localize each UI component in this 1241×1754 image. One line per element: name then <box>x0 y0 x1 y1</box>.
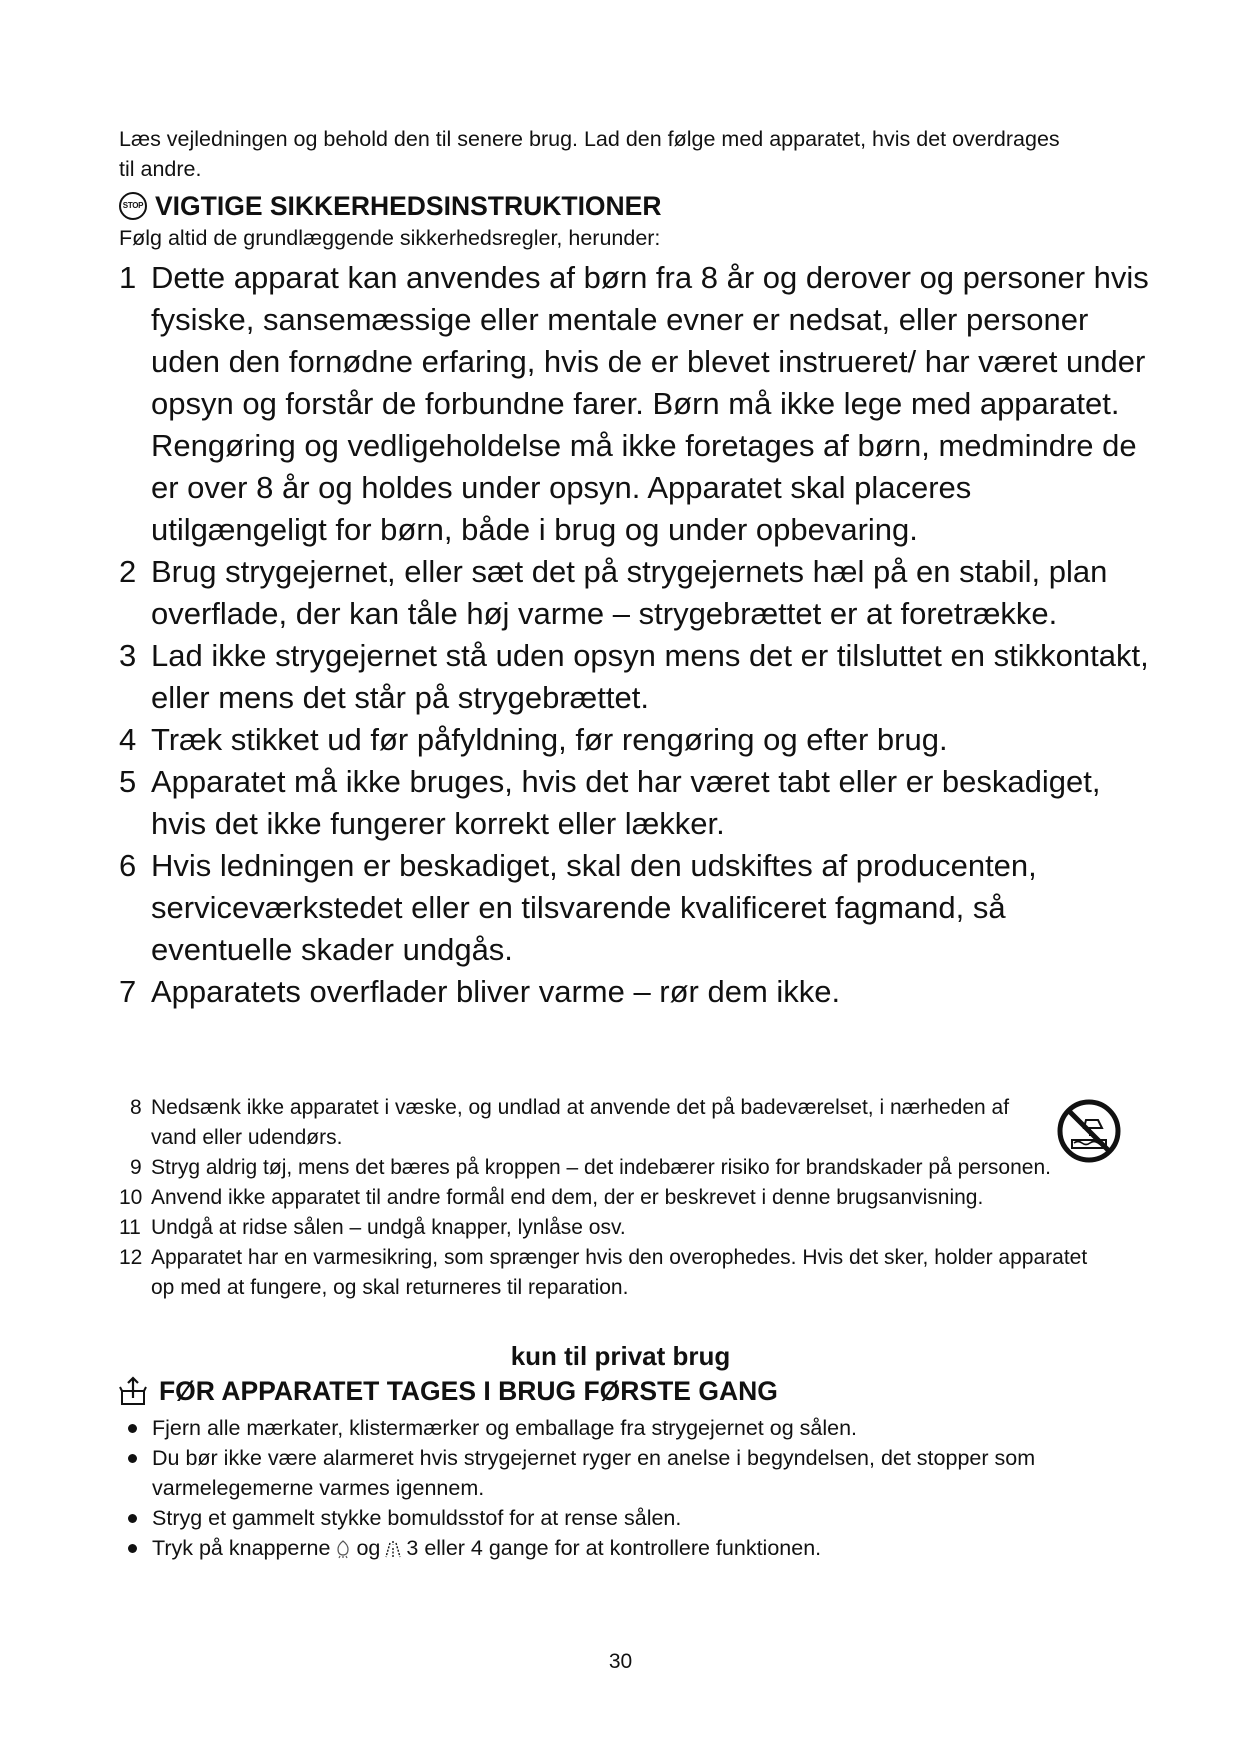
safety-list-small <box>119 1093 1119 1303</box>
steam-shot-icon <box>334 1539 352 1559</box>
item-text: Apparatet har en varmesikring, som sprænger hvis den overophedes. Hvis det sker, holder apparatet op med at fungere, og skal returneres til reparation. <box>151 1246 1088 1299</box>
item-number: 1 <box>119 260 137 295</box>
item-number: 7 <box>119 974 137 1009</box>
first-use-item <box>124 1413 1124 1443</box>
safety-item-2 <box>119 551 1149 635</box>
item-text: Brug strygejernet, eller sæt det på strygejernets hæl på en stabil, plan overflade, der kan tåle høj varme – strygebrættet er at foretrække. <box>151 554 1108 631</box>
item-number: 6 <box>119 848 137 883</box>
private-use-note: kun til privat brug <box>510 1341 731 1371</box>
safety-item-11 <box>119 1213 1099 1243</box>
item-text: Lad ikke strygejernet stå uden opsyn mens det er tilsluttet en stikkontakt, eller mens det står på strygebrættet. <box>151 638 1149 715</box>
item-text: Anvend ikke apparatet til andre formål end dem, der er beskrevet i denne brugsanvisning. <box>151 1186 984 1209</box>
bullet-text: Stryg et gammelt stykke bomuldsstof for at rense sålen. <box>152 1506 682 1530</box>
item-text: Træk stikket ud før påfyldning, før rengøring og efter brug. <box>151 722 948 757</box>
safety-item-3 <box>119 635 1149 719</box>
bullet-text: 3 eller 4 gange for at kontrollere funktionen. <box>406 1536 822 1560</box>
item-number: 12 <box>119 1246 143 1269</box>
bullet-dot <box>128 1514 137 1523</box>
bullet-dot <box>128 1544 137 1553</box>
safety-item-7 <box>119 971 1149 1013</box>
no-water-icon <box>1056 1098 1122 1164</box>
safety-item-5 <box>119 761 1149 845</box>
item-text: Undgå at ridse sålen – undgå knapper, lynlåse osv. <box>151 1216 626 1239</box>
item-number: 8 <box>130 1096 142 1119</box>
page-number: 30 <box>608 1650 633 1673</box>
bullet-text: og <box>356 1536 381 1560</box>
intro-text: Læs vejledningen og behold den til senere brug. Lad den følge med apparatet, hvis det overdrages til andre. <box>119 127 1060 181</box>
bullet-text: Du bør ikke være alarmeret hvis strygejernet ryger en anelse i begyndelsen, det stopper som varmelegemerne varmes igennem. <box>152 1446 1036 1500</box>
first-use-list <box>124 1413 1124 1563</box>
item-number: 5 <box>119 764 137 799</box>
first-use-heading-text: FØR APPARATET TAGES I BRUG FØRSTE GANG <box>159 1376 778 1406</box>
safety-item-12 <box>119 1243 1099 1303</box>
safety-item-9 <box>119 1153 1094 1183</box>
bullet-text: Tryk på knapperne <box>152 1536 331 1560</box>
safety-item-10 <box>119 1183 1099 1213</box>
safety-list-large <box>119 257 1149 1013</box>
spray-icon <box>384 1539 402 1559</box>
stop-icon: STOP <box>119 192 147 220</box>
first-use-item <box>124 1503 1124 1533</box>
bullet-text: Fjern alle mærkater, klistermærker og emballage fra strygejernet og sålen. <box>152 1416 858 1440</box>
safety-heading-text: VIGTIGE SIKKERHEDSINSTRUKTIONER <box>155 191 662 221</box>
item-number: 4 <box>119 722 137 757</box>
item-text: Apparatets overflader bliver varme – rør dem ikke. <box>151 974 841 1009</box>
item-text: Dette apparat kan anvendes af børn fra 8 år og derover og personer hvis fysiske, sansemæssige eller mentale evner er nedsat, eller personer uden den fornødne erfaring, hvis de er blevet instrueret/ har været under opsyn og forstår de forbundne farer. Børn må ikke lege med apparatet. Rengøring og vedligeholdelse må ikke foretages af børn, medmindre de er over 8 år og holdes under opsyn. Apparatet skal placeres utilgængeligt for børn, både i brug og under opbevaring. <box>151 260 1149 547</box>
safety-item-6 <box>119 845 1149 971</box>
first-use-item <box>124 1533 1124 1563</box>
first-use-item <box>124 1443 1124 1503</box>
item-number: 3 <box>119 638 137 673</box>
item-number: 11 <box>119 1216 141 1239</box>
safety-heading <box>119 190 662 222</box>
first-use-heading <box>119 1375 778 1407</box>
safety-subheading: Følg altid de grundlæggende sikkerhedsregler, herunder: <box>119 226 661 250</box>
bullet-dot <box>128 1424 137 1433</box>
item-text: Nedsænk ikke apparatet i væske, og undlad at anvende det på badeværelset, i nærheden af vand eller udendørs. <box>151 1096 1010 1149</box>
item-number: 2 <box>119 554 137 589</box>
item-text: Hvis ledningen er beskadiget, skal den udskiftes af producenten, serviceværkstedet eller en tilsvarende kvalificeret fagmand, så eventuelle skader undgås. <box>151 848 1037 967</box>
item-number: 10 <box>119 1186 143 1209</box>
safety-item-4 <box>119 719 1149 761</box>
item-number: 9 <box>130 1156 142 1179</box>
item-text: Stryg aldrig tøj, mens det bæres på kroppen – det indebærer risiko for brandskader på personen. <box>151 1156 1051 1179</box>
unpack-box-icon <box>119 1376 147 1406</box>
item-text: Apparatet må ikke bruges, hvis det har været tabt eller er beskadiget, hvis det ikke fungerer korrekt eller lækker. <box>151 764 1101 841</box>
safety-item-1 <box>119 257 1149 551</box>
bullet-dot <box>128 1454 137 1463</box>
safety-item-8 <box>119 1093 1034 1153</box>
